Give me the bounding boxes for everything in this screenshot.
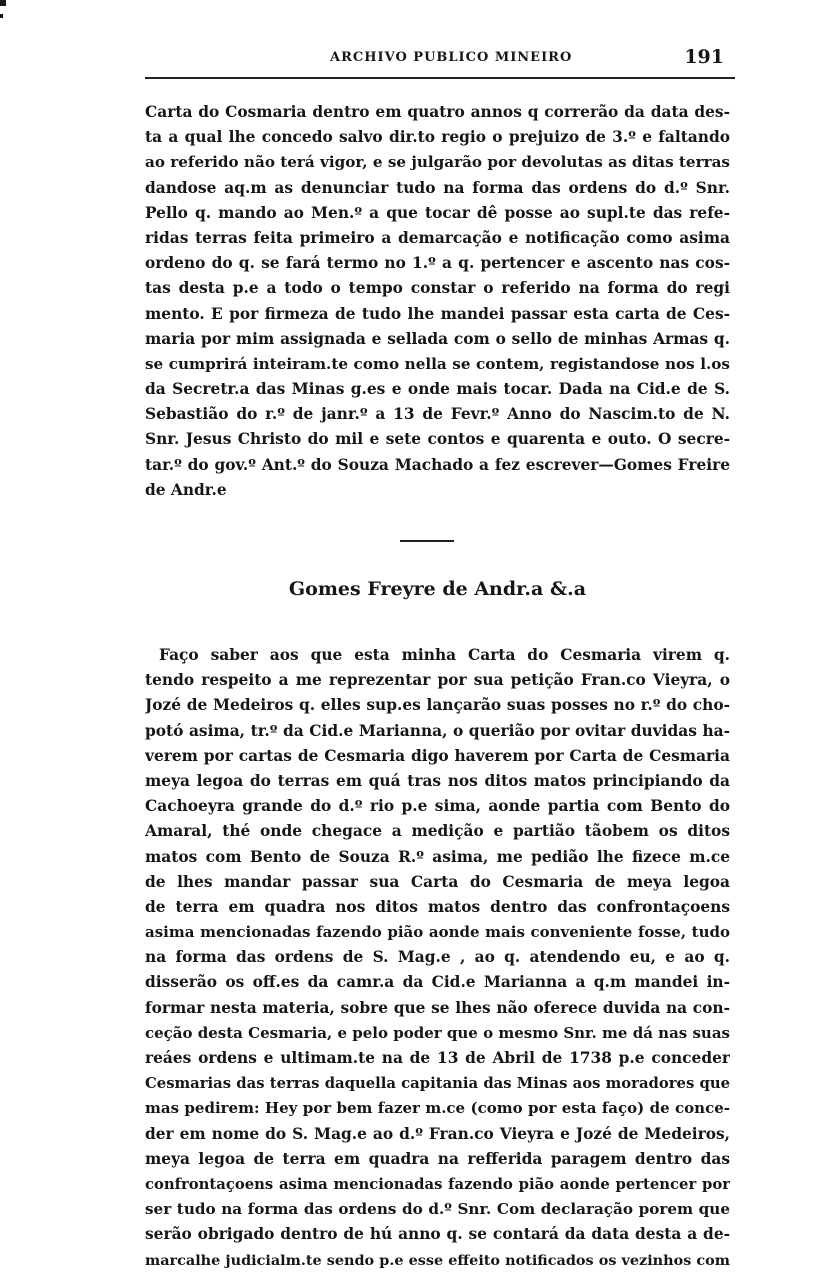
header-rule — [145, 77, 735, 79]
text-line: potó asima, tr.º da Cid.e Marianna, o querião por ovitar duvidas ha- — [145, 721, 730, 740]
text-line: Sebastião do r.º de janr.º a 13 de Fevr.º Anno do Nascim.to de N. — [145, 405, 730, 424]
scan-edge-mark — [0, 14, 3, 18]
text-line: dandose aq.m as denunciar tudo na forma das ordens do d.º Snr. — [145, 178, 730, 197]
text-line: de Andr.e — [145, 480, 227, 499]
text-line: na forma das ordens de S. Mag.e , ao q. atendendo eu, e ao q. — [145, 948, 730, 967]
text-line: de lhes mandar passar sua Carta do Cesmaria de meya legoa — [145, 872, 730, 891]
text-line: tar.º do gov.º Ant.º do Souza Machado a fez escrever—Gomes Freire — [145, 455, 730, 474]
text-line: de terra em quadra nos ditos matos dentro das confrontaçoens — [145, 897, 730, 916]
text-line: Amaral, thé onde chegace a medição e partião tãobem os ditos — [145, 822, 730, 841]
scan-edge-mark — [0, 0, 6, 6]
text-line: marcalhe judicialm.te sendo p.e esse effeito notificados os vezinhos com — [145, 1251, 730, 1269]
page-number: 191 — [684, 46, 724, 68]
page-header — [145, 44, 730, 74]
text-line: tas desta p.e a todo o tempo constar o referido na forma do regi — [145, 279, 730, 298]
text-block-second-charter — [145, 643, 730, 1273]
text-line: asima mencionadas fazendo pião aonde mais conveniente fosse, tudo — [145, 923, 730, 942]
text-line: tendo respeito a me reprezentar por sua petição Fran.co Vieyra, o — [145, 671, 730, 690]
text-line: Jozé de Medeiros q. elles sup.es lançarão suas posses no r.º do cho- — [145, 696, 730, 715]
text-line: ta a qual lhe concedo salvo dir.to regio o prejuizo de 3.º e faltando — [145, 128, 730, 147]
text-line: verem por cartas de Cesmaria digo haverem por Carta de Cesmaria — [145, 746, 730, 765]
text-line: ridas terras feita primeiro a demarcação e notificação como asima — [145, 228, 730, 247]
text-line: Faço saber aos que esta minha Carta do Cesmaria virem q. — [159, 646, 730, 664]
text-line: disserão os off.es da camr.a da Cid.e Marianna a q.m mandei in- — [145, 973, 730, 992]
text-line: Snr. Jesus Christo do mil e sete contos e quarenta e outo. O secre- — [145, 430, 730, 449]
text-line: serão obrigado dentro de hú anno q. se contará da data desta a de- — [145, 1225, 730, 1244]
text-line: matos com Bento de Souza R.º asima, me pedião lhe fizece m.ce — [145, 847, 730, 866]
text-line: confrontaçoens asima mencionadas fazendo pião aonde pertencer por — [145, 1175, 730, 1193]
text-block-first-charter — [145, 100, 730, 503]
text-line: mento. E por firmeza de tudo lhe mandei passar esta carta de Ces- — [145, 304, 730, 323]
text-line: se cumprirá inteiram.te como nella se contem, registandose nos l.os — [145, 354, 730, 373]
text-line: ceção desta Cesmaria, e pelo poder que o mesmo Snr. me dá nas suas — [145, 1023, 730, 1042]
text-line: meya legoa do terras em quá tras nos ditos matos principiando da — [145, 771, 730, 790]
running-title: ARCHIVO PUBLICO MINEIRO — [330, 50, 573, 65]
section-heading: Gomes Freyre de Andr.a &.a — [288, 578, 587, 600]
text-line: ao referido não terá vigor, e se julgarão por devolutas as ditas terras — [145, 153, 730, 172]
text-line: Cachoeyra grande do d.º rio p.e sima, aonde partia com Bento do — [145, 797, 730, 816]
text-line: reáes ordens e ultimam.te na de 13 de Abril de 1738 p.e conceder — [145, 1049, 730, 1067]
text-line: mas pedirem: Hey por bem fazer m.ce (como por esta faço) de conce- — [145, 1099, 730, 1118]
section-separator — [400, 540, 454, 542]
text-line: Pello q. mando ao Men.º a que tocar dê posse ao supl.te das refe- — [145, 203, 730, 222]
text-line: der em nome do S. Mag.e ao d.º Fran.co Vieyra e Jozé de Medeiros, — [145, 1124, 730, 1143]
text-line: formar nesta materia, sobre que se lhes não oferece duvida na con- — [145, 998, 730, 1017]
text-line: ser tudo na forma das ordens do d.º Snr. Com declaração porem que — [145, 1200, 730, 1219]
text-line: Cesmarias das terras daquella capitania das Minas aos moradores que — [145, 1075, 730, 1093]
text-line: ordeno do q. se fará termo no 1.º a q. pertencer e ascento nas cos- — [145, 254, 730, 273]
text-line: da Secretr.a das Minas g.es e onde mais tocar. Dada na Cid.e de S. — [145, 380, 730, 399]
text-line: Carta do Cosmaria dentro em quatro annos q correrão da data des- — [145, 103, 730, 121]
text-line: maria por mim assignada e sellada com o sello de minhas Armas q. — [145, 329, 730, 348]
text-line: meya legoa de terra em quadra na refferida paragem dentro das — [145, 1149, 730, 1168]
